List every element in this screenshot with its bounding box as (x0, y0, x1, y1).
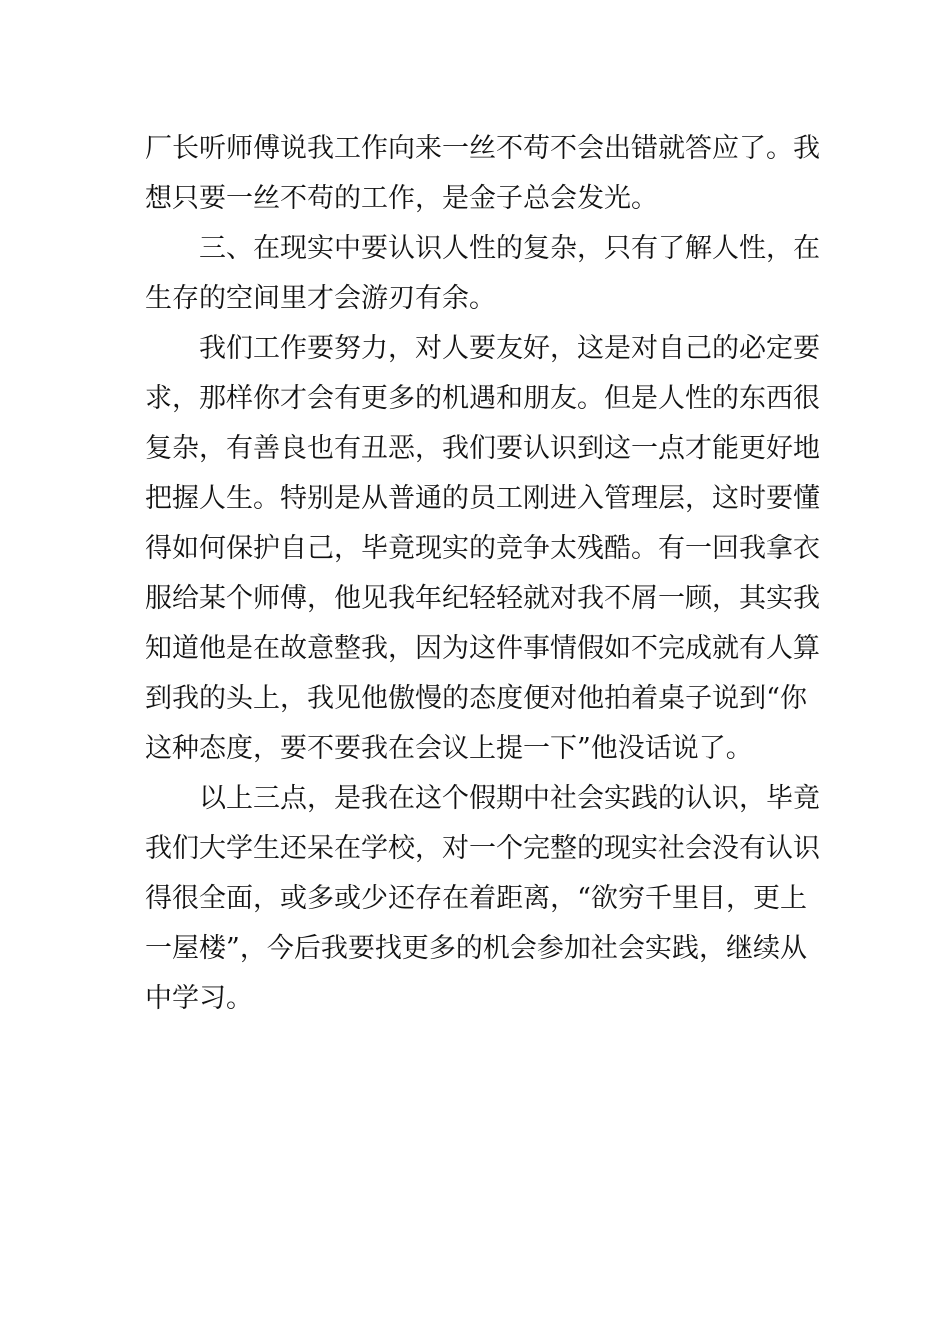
paragraph-line: 以上三点，是我在这个假期中社会实践的认识，毕竟 (199, 783, 820, 814)
paragraph-line: 想只要一丝不苟的工作，是金子总会发光。 (145, 183, 658, 214)
paragraph-2 (145, 224, 820, 324)
paragraph-line: 到我的头上，我见他傲慢的态度便对他拍着桌子说到“你 (145, 683, 807, 714)
paragraph-line: 三、在现实中要认识人性的复杂，只有了解人性，在 (199, 233, 820, 264)
document-body (145, 124, 820, 1024)
paragraph-1 (145, 124, 820, 224)
paragraph-line: 服给某个师傅，他见我年纪轻轻就对我不屑一顾，其实我 (145, 583, 820, 614)
paragraph-line: 得如何保护自己，毕竟现实的竞争太残酷。有一回我拿衣 (145, 533, 820, 564)
paragraph-line: 把握人生。特别是从普通的员工刚进入管理层，这时要懂 (145, 483, 820, 514)
paragraph-3 (145, 324, 820, 774)
paragraph-line: 一屋楼”，今后我要找更多的机会参加社会实践，继续从 (145, 933, 807, 964)
paragraph-line: 得很全面，或多或少还存在着距离，“欲穷千里目，更上 (145, 883, 807, 914)
paragraph-line: 求，那样你才会有更多的机遇和朋友。但是人性的东西很 (145, 383, 820, 414)
paragraph-line: 中学习。 (145, 983, 253, 1014)
paragraph-line: 我们工作要努力，对人要友好，这是对自己的必定要 (199, 333, 820, 364)
paragraph-line: 生存的空间里才会游刃有余。 (145, 283, 496, 314)
paragraph-line: 这种态度，要不要我在会议上提一下”他没话说了。 (145, 733, 753, 764)
paragraph-4 (145, 774, 820, 1024)
paragraph-line: 知道他是在故意整我，因为这件事情假如不完成就有人算 (145, 633, 820, 664)
paragraph-line: 我们大学生还呆在学校，对一个完整的现实社会没有认识 (145, 833, 820, 864)
paragraph-line: 厂长听师傅说我工作向来一丝不苟不会出错就答应了。我 (145, 133, 820, 164)
paragraph-line: 复杂，有善良也有丑恶，我们要认识到这一点才能更好地 (145, 433, 820, 464)
